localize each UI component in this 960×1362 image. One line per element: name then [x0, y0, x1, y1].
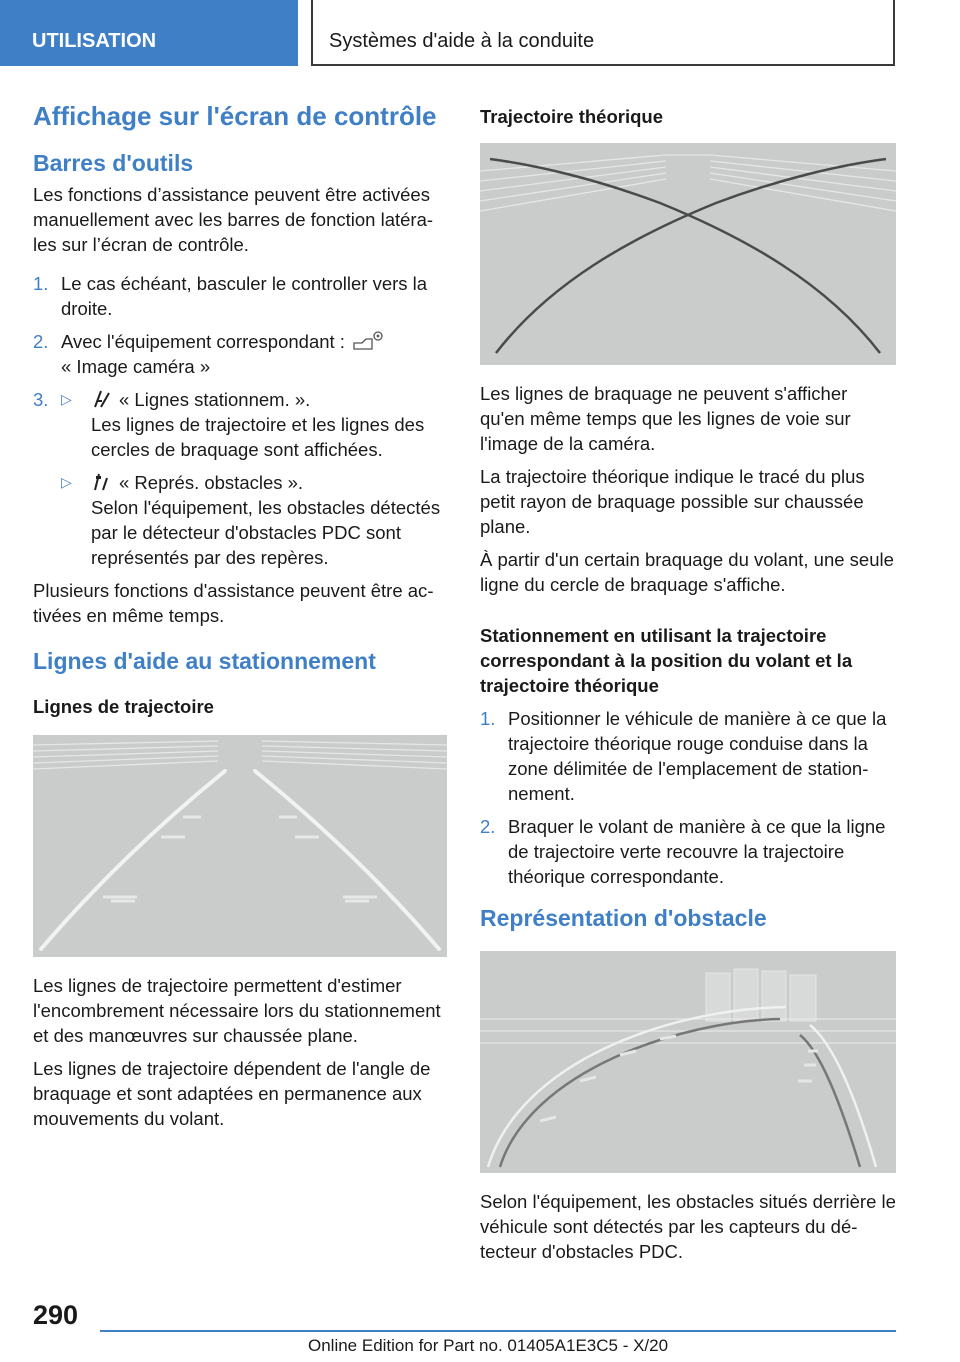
- list-item: [480, 814, 896, 889]
- list-item: [61, 387, 447, 462]
- sub-item-label: « Représ. obstacles ».: [119, 472, 304, 493]
- parking-lines-heading: Lignes d'aide au stationnement: [33, 648, 376, 674]
- path-lines-heading: Lignes de trajectoire: [33, 696, 214, 717]
- step-text: Braquer le volant de manière à ce que la ligne de trajectoire verte recouvre la trajectoire théorique correspondante.: [508, 816, 886, 887]
- section-tab: UTILISATION: [0, 0, 298, 66]
- step-text: Avec l'équipement correspondant :: [61, 331, 345, 352]
- list-item: [61, 470, 447, 570]
- sub-item-label: « Lignes stationnem. ».: [119, 389, 311, 410]
- page-number: 290: [33, 1300, 79, 1330]
- sub-list: [61, 387, 447, 570]
- theoretical-text-3: À partir d'un certain braquage du volant, une seule ligne du cercle de braquage s'affiche.: [480, 549, 894, 595]
- path-lines-text-1: Les lignes de trajectoire permettent d'estimer l'encombrement nécessaire lors du stationnement et des manœuvres sur chaussée plane.: [33, 975, 441, 1046]
- footer-edition: Online Edition for Part no. 01405A1E3C5 - X/20: [308, 1336, 669, 1355]
- triangle-marker-icon: ▷: [61, 391, 72, 407]
- list-item: [480, 706, 896, 806]
- step-number: 1.: [480, 708, 496, 729]
- sub-item-desc: Les lignes de trajectoire et les lignes des cercles de braquage sont affichées.: [91, 414, 425, 460]
- obstacle-figure: [480, 951, 896, 1173]
- parking-procedure-heading: Stationnement en utilisant la trajectoire correspondant à la position du volant et la trajectoire théorique: [480, 625, 853, 696]
- obstacle-heading: Représentation d'obstacle: [480, 905, 767, 931]
- list-item: [33, 329, 447, 379]
- path-lines-text-2: Les lignes de trajectoire dépendent de l'angle de braquage et sont adaptées en permanence aux mouvements du volant.: [33, 1058, 431, 1129]
- list-item: [33, 387, 447, 570]
- step-number: 1.: [33, 273, 49, 294]
- theoretical-path-figure: [480, 143, 896, 365]
- list-item: [33, 271, 447, 321]
- left-column: [33, 100, 447, 1139]
- sub-item-desc: Selon l'équipement, les obstacles détectés par le détecteur d'obstacles PDC sont représentés par des repères.: [91, 497, 441, 568]
- procedure-steps-list: [480, 706, 896, 889]
- step-number: 3.: [33, 389, 49, 410]
- step-text: Le cas échéant, basculer le controller vers la droite.: [61, 273, 428, 319]
- multi-functions-text: Plusieurs fonctions d'assistance peuvent être activées en même temps.: [33, 580, 434, 626]
- toolbars-text: Les fonctions d’assistance peuvent être activées manuellement avec les barres de fonction latérales sur l’écran de contrôle.: [33, 184, 434, 255]
- step-text: Positionner le véhicule de manière à ce que la trajectoire théorique rouge conduise dans la zone délimitée de l'emplacement de stationnement.: [508, 708, 887, 804]
- theoretical-text-2: La trajectoire théorique indique le tracé du plus petit rayon de braquage possible sur chaussée plane.: [480, 466, 865, 537]
- right-column: [480, 104, 896, 1272]
- obstacle-display-icon: [93, 472, 111, 492]
- camera-settings-icon: [352, 329, 386, 351]
- triangle-marker-icon: ▷: [61, 474, 72, 490]
- theoretical-text-1: Les lignes de braquage ne peuvent s'afficher qu'en même temps que les lignes de voie sur l'image de la caméra.: [480, 383, 851, 454]
- path-lines-figure: [33, 735, 447, 957]
- steps-list: [33, 271, 447, 570]
- toolbars-heading: Barres d'outils: [33, 150, 194, 176]
- footer-divider: [100, 1330, 896, 1332]
- obstacle-text: Selon l'équipement, les obstacles situés derrière le véhicule sont détectés par les capteurs du détecteur d'obstacles PDC.: [480, 1191, 896, 1262]
- step-text-2: « Image caméra »: [61, 356, 211, 377]
- step-number: 2.: [480, 816, 496, 837]
- step-number: 2.: [33, 331, 49, 352]
- page-title: Affichage sur l'écran de contrôle: [33, 101, 437, 131]
- parking-lines-icon: [93, 389, 111, 409]
- chapter-title: Systèmes d'aide à la conduite: [311, 0, 895, 66]
- theoretical-path-heading: Trajectoire théorique: [480, 106, 663, 127]
